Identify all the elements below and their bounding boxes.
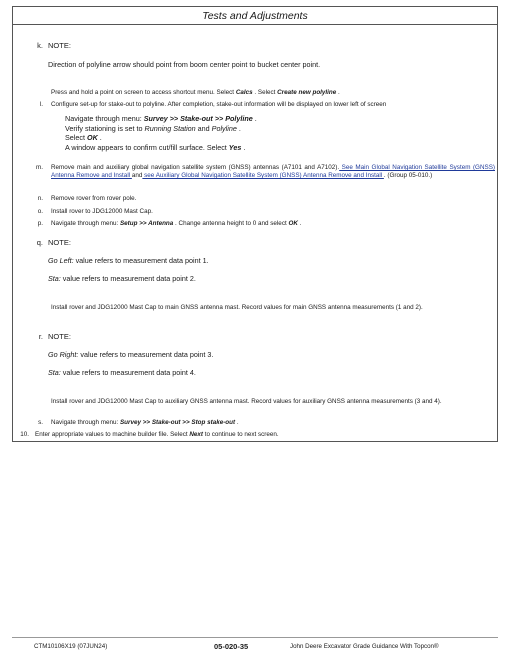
polyline-term: Polyline [211, 123, 237, 133]
go-right-term: Go Right: [48, 350, 79, 359]
press-text-1: Press and hold a point on screen to access shortcut menu. Select [51, 89, 236, 96]
step-10-text-1: Enter appropriate values to machine builder file. Select [35, 431, 190, 438]
step-o-text: Install rover to JDG12000 Mast Cap. [51, 208, 153, 215]
substep-verify [65, 124, 485, 134]
step-marker-10: 10. [20, 431, 29, 438]
sta-desc: value refers to measurement data point 2. [60, 274, 196, 283]
step-p-text [51, 220, 301, 228]
sta-note-r [48, 368, 196, 377]
press-text-3: . [336, 89, 340, 96]
step-10-text [35, 431, 279, 439]
step-marker-l: l. [39, 101, 43, 108]
press-text-2: . Select [252, 89, 278, 96]
step-p-text-3: . [297, 220, 302, 227]
calcs-command: Calcs [235, 89, 253, 96]
create-polyline-command: Create new polyline [277, 89, 337, 96]
step-l-text: Configure set-up for stake-out to polyline. After completion, stake-out information will be displayed on lower left of screen [51, 101, 387, 108]
press-hold-text [51, 89, 481, 97]
step-s-text [51, 419, 239, 427]
step-marker-o: o. [37, 208, 43, 215]
substep-text: Navigate through menu: [65, 114, 144, 123]
step-marker-s: s. [38, 419, 43, 426]
step-m-body: Remove main and auxiliary global navigation satellite system (GNSS) antennas (A7101 and A7102). [51, 164, 340, 171]
step-l-substeps [65, 114, 485, 152]
sta-term: Sta: [48, 274, 61, 283]
next-command: Next [189, 431, 204, 438]
substep-confirm [65, 143, 485, 153]
go-left-desc: value refers to measurement data point 1. [73, 256, 209, 265]
step-m-and: and [131, 172, 143, 179]
step-n-text: Remove rover from rover pole. [51, 195, 137, 202]
go-left-note [48, 256, 209, 265]
install-main-text: Install rover and JDG12000 Mast Cap to main GNSS antenna mast. Record values for main GNSS antenna measurements (1 and 2). [51, 304, 423, 311]
step-marker-k: k. [37, 41, 43, 50]
sta-note-q [48, 274, 196, 283]
main-antenna-link[interactable]: See Main Global Navigation Satellite System (GNSS) Antenna Remove and Install [51, 164, 495, 179]
step-marker-p: p. [37, 220, 43, 227]
setup-antenna-command: Setup >> Antenna [119, 220, 174, 227]
stop-stakeout-command: Survey >> Stake-out >> Stop stake-out [119, 419, 236, 426]
step-s-text-1: Navigate through menu: [51, 419, 120, 426]
substep-text: . [252, 114, 257, 123]
note-label-k: NOTE: [48, 41, 71, 50]
page-title: Tests and Adjustments [202, 10, 308, 22]
ok-command: OK [86, 133, 98, 143]
substep-text: and [195, 123, 212, 133]
footer-page-number: 05-020-35 [214, 642, 249, 651]
go-right-note [48, 350, 213, 359]
running-station: Running Station [144, 123, 196, 133]
sta-desc: value refers to measurement data point 4. [60, 368, 196, 377]
footer-rule [12, 637, 498, 638]
menu-path: Survey >> Stake-out >> Polyline [143, 114, 253, 123]
note-text-k: Direction of polyline arrow should point from boom center point to bucket center point. [48, 60, 321, 69]
substep-text: A window appears to confirm cut/fill surface. Select [65, 142, 229, 152]
procedure-box [12, 24, 498, 442]
go-right-desc: value refers to measurement data point 3. [78, 350, 214, 359]
step-10-text-2: to continue to next screen. [203, 431, 279, 438]
step-marker-m: m. [36, 164, 43, 171]
step-m-group: . (Group 05-010.) [383, 172, 433, 179]
note-label-q: NOTE: [48, 238, 71, 247]
step-marker-q: q. [36, 238, 43, 247]
footer-doc-id: CTM10106X19 (07JUN24) [34, 643, 108, 650]
substep-text: . [241, 142, 246, 152]
page-header [12, 6, 498, 24]
footer-manual-title: John Deere Excavator Grade Guidance With Topcon® [290, 643, 439, 650]
yes-command: Yes [228, 142, 242, 152]
note-label-r: NOTE: [48, 332, 71, 341]
go-left-term: Go Left: [48, 256, 74, 265]
substep-text: Verify stationing is set to [65, 123, 145, 133]
step-marker-n: n. [37, 195, 43, 202]
step-marker-r: r. [38, 332, 43, 341]
auxiliary-antenna-link[interactable]: see Auxiliary Global Navigation Satellite System (GNSS) Antenna Remove and Install [142, 172, 384, 179]
step-m-text [51, 164, 495, 180]
substep-text: . [97, 133, 102, 143]
install-aux-text: Install rover and JDG12000 Mast Cap to auxiliary GNSS antenna mast. Record values for auxiliary GNSS antenna measurements (3 and 4). [51, 398, 442, 405]
sta-term: Sta: [48, 368, 61, 377]
step-p-text-1: Navigate through menu: [51, 220, 120, 227]
substep-text: . [236, 123, 241, 133]
substep-select-ok [65, 133, 485, 143]
substep-navigate [65, 114, 485, 124]
step-p-text-2: . Change antenna height to 0 and select [173, 220, 289, 227]
substep-text: Select [65, 133, 87, 143]
ok-command: OK [288, 220, 298, 227]
step-s-text-2: . [235, 419, 239, 426]
